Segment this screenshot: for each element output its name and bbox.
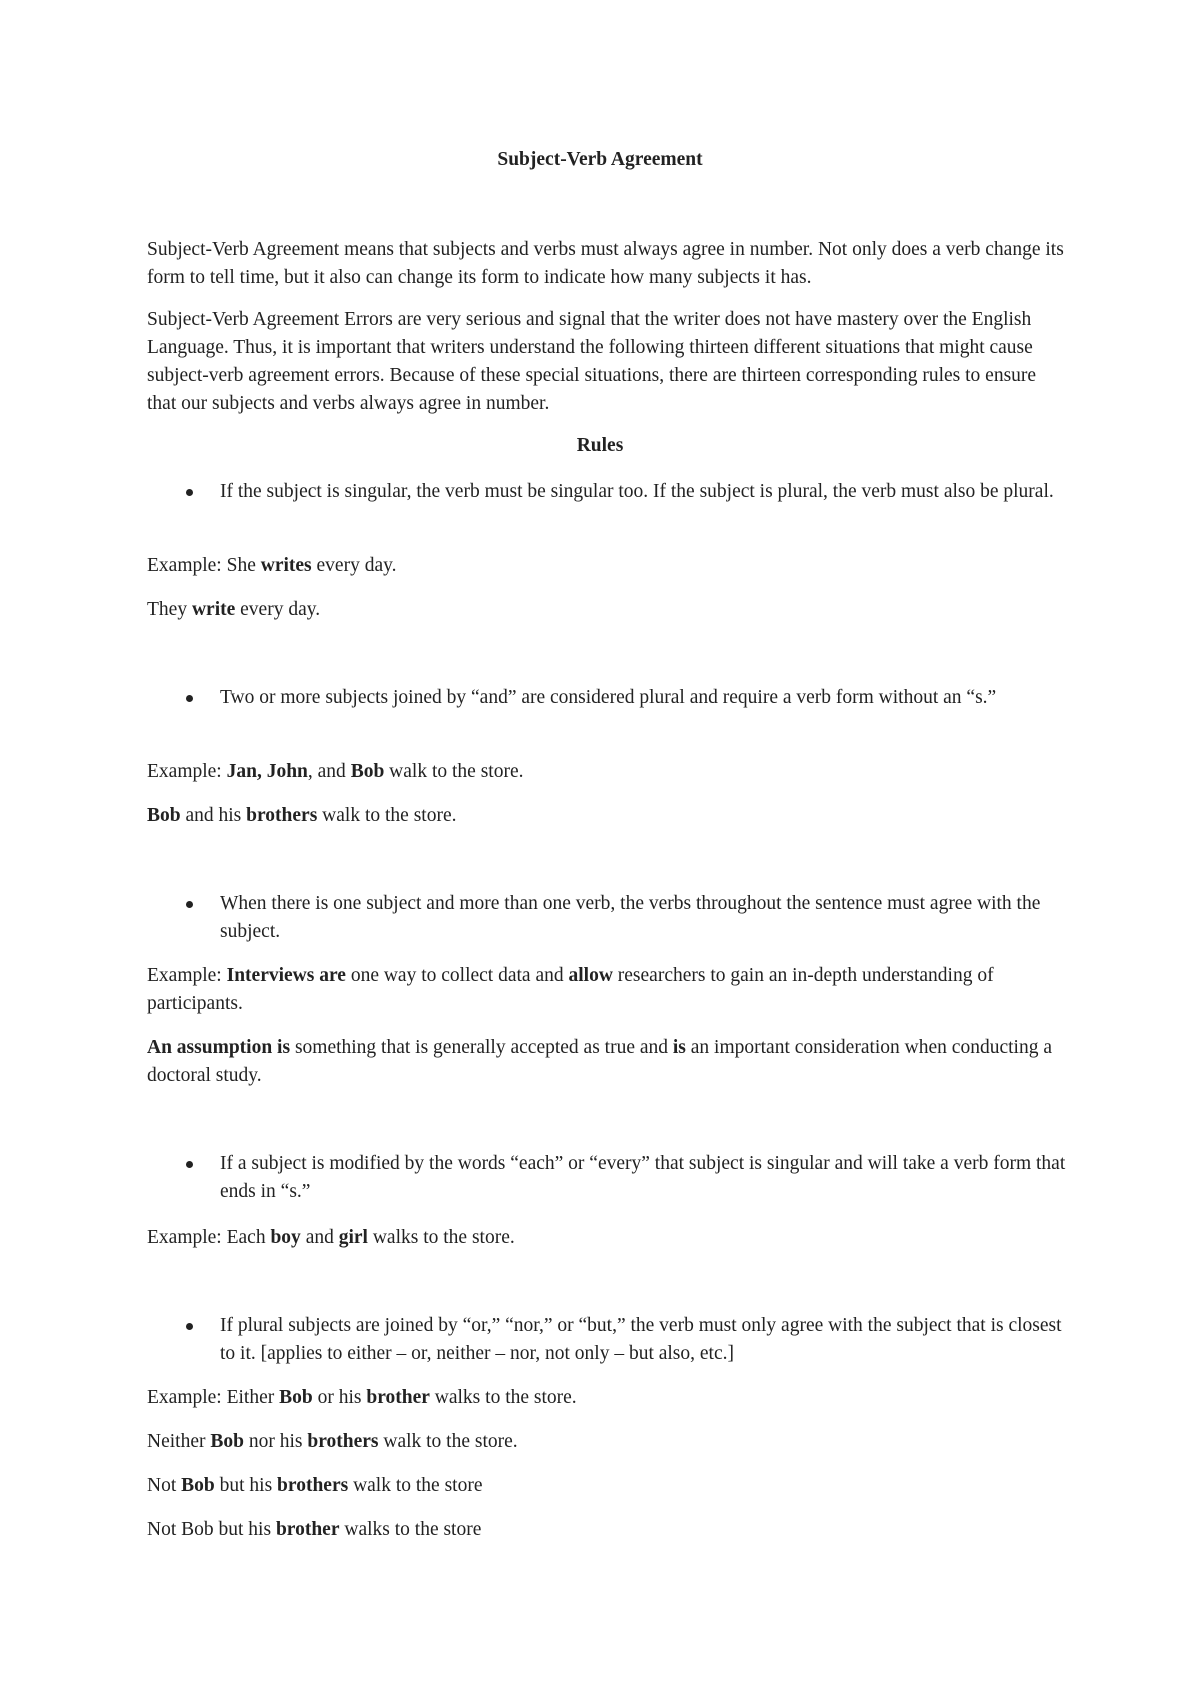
- example-text: and: [300, 1227, 339, 1248]
- example-text: They: [147, 599, 192, 620]
- bullet-icon: [186, 1161, 193, 1168]
- document-title: Subject-Verb Agreement: [497, 149, 703, 170]
- intro-paragraph-2: Subject-Verb Agreement Errors are very serious and signal that the writer does not have mastery over the English Language. Thus, it is important that writers understand the following thirteen different situations that might cause subject-verb agreement errors. Because of these special situations, there are thirteen corresponding rules to ensure that our subjects and verbs always agree in number.: [147, 309, 1037, 414]
- example-text: walks to the store.: [367, 1227, 515, 1248]
- rules-heading: Rules: [576, 435, 624, 456]
- example-emphasis: Bob: [350, 761, 385, 782]
- example-text: or his: [312, 1387, 367, 1408]
- rule-text: If the subject is singular, the verb must be singular too. If the subject is plural, the verb must also be plural.: [220, 481, 1054, 502]
- example-line: [147, 1472, 1067, 1500]
- example-line: [147, 1224, 1067, 1252]
- rule-item: [220, 1312, 1070, 1368]
- example-line: [147, 1034, 1067, 1090]
- example-emphasis: Bob: [210, 1431, 244, 1452]
- bullet-icon: [186, 489, 193, 496]
- example-text: walk to the store: [348, 1475, 483, 1496]
- example-emphasis: brothers: [246, 805, 318, 826]
- example-text: , and: [307, 761, 351, 782]
- example-line: [147, 552, 1067, 580]
- example-text: Example:: [147, 965, 227, 986]
- rule-item: [220, 1150, 1070, 1206]
- example-text: walk to the store.: [317, 805, 457, 826]
- rule-text: If a subject is modified by the words “each” or “every” that subject is singular and will take a verb form that ends in “s.”: [220, 1153, 1066, 1202]
- example-emphasis: An assumption is: [147, 1037, 291, 1058]
- example-line: [147, 1428, 1067, 1456]
- example-text: walks to the store: [339, 1519, 482, 1540]
- example-text: Example: She: [147, 555, 261, 576]
- example-text: walk to the store.: [384, 761, 524, 782]
- example-text: Example: Each: [147, 1227, 271, 1248]
- example-emphasis: Bob: [181, 1475, 215, 1496]
- example-text: and his: [180, 805, 247, 826]
- example-emphasis: brother: [366, 1387, 430, 1408]
- example-text: Example: Either: [147, 1387, 280, 1408]
- example-emphasis: girl: [338, 1227, 368, 1248]
- example-emphasis: Jan, John: [226, 761, 308, 782]
- rule-text: When there is one subject and more than one verb, the verbs throughout the sentence must agree with the subject.: [220, 893, 1041, 942]
- example-text: Not: [147, 1475, 182, 1496]
- rule-text: Two or more subjects joined by “and” are considered plural and require a verb form without an “s.”: [220, 687, 997, 708]
- example-emphasis: brothers: [277, 1475, 349, 1496]
- example-line: [147, 962, 1067, 1018]
- example-text: nor his: [243, 1431, 308, 1452]
- example-text: an important consideration when conducting a doctoral study.: [147, 1037, 1052, 1086]
- example-emphasis: allow: [568, 965, 613, 986]
- rule-text: If plural subjects are joined by “or,” “nor,” or “but,” the verb must only agree with the subject that is closest to it. [applies to either – or, neither – nor, not only – but also, etc.]: [220, 1315, 1062, 1364]
- example-line: [147, 758, 1067, 786]
- example-emphasis: brothers: [307, 1431, 379, 1452]
- example-emphasis: boy: [270, 1227, 301, 1248]
- example-emphasis: Bob: [279, 1387, 313, 1408]
- rule-item: [220, 890, 1070, 946]
- example-emphasis: write: [191, 599, 236, 620]
- example-text: researchers to gain an in-depth understanding of participants.: [147, 965, 994, 1014]
- bullet-icon: [186, 1323, 193, 1330]
- example-text: every day.: [311, 555, 397, 576]
- example-text: walks to the store.: [429, 1387, 577, 1408]
- example-emphasis: Bob: [147, 805, 181, 826]
- example-text: Not Bob but his: [147, 1519, 276, 1540]
- example-line: [147, 1516, 1067, 1544]
- example-emphasis: writes: [260, 555, 312, 576]
- example-emphasis: is: [672, 1037, 686, 1058]
- rule-item: [220, 478, 1070, 506]
- example-text: Neither: [147, 1431, 211, 1452]
- bullet-icon: [186, 901, 193, 908]
- example-text: but his: [214, 1475, 278, 1496]
- example-text: every day.: [235, 599, 321, 620]
- example-emphasis: Interviews are: [226, 965, 346, 986]
- intro-paragraph-1: Subject-Verb Agreement means that subjects and verbs must always agree in number. Not only does a verb change its form to tell time, but it also can change its form to indicate how many subjects it has.: [147, 239, 1064, 288]
- example-text: walk to the store.: [378, 1431, 518, 1452]
- example-line: [147, 802, 1067, 830]
- example-text: one way to collect data and: [345, 965, 569, 986]
- example-text: Example:: [147, 761, 227, 782]
- example-line: [147, 1384, 1067, 1412]
- example-emphasis: brother: [275, 1519, 340, 1540]
- bullet-icon: [186, 695, 193, 702]
- example-text: something that is generally accepted as true and: [290, 1037, 673, 1058]
- rule-item: [220, 684, 1070, 712]
- example-line: [147, 596, 1067, 624]
